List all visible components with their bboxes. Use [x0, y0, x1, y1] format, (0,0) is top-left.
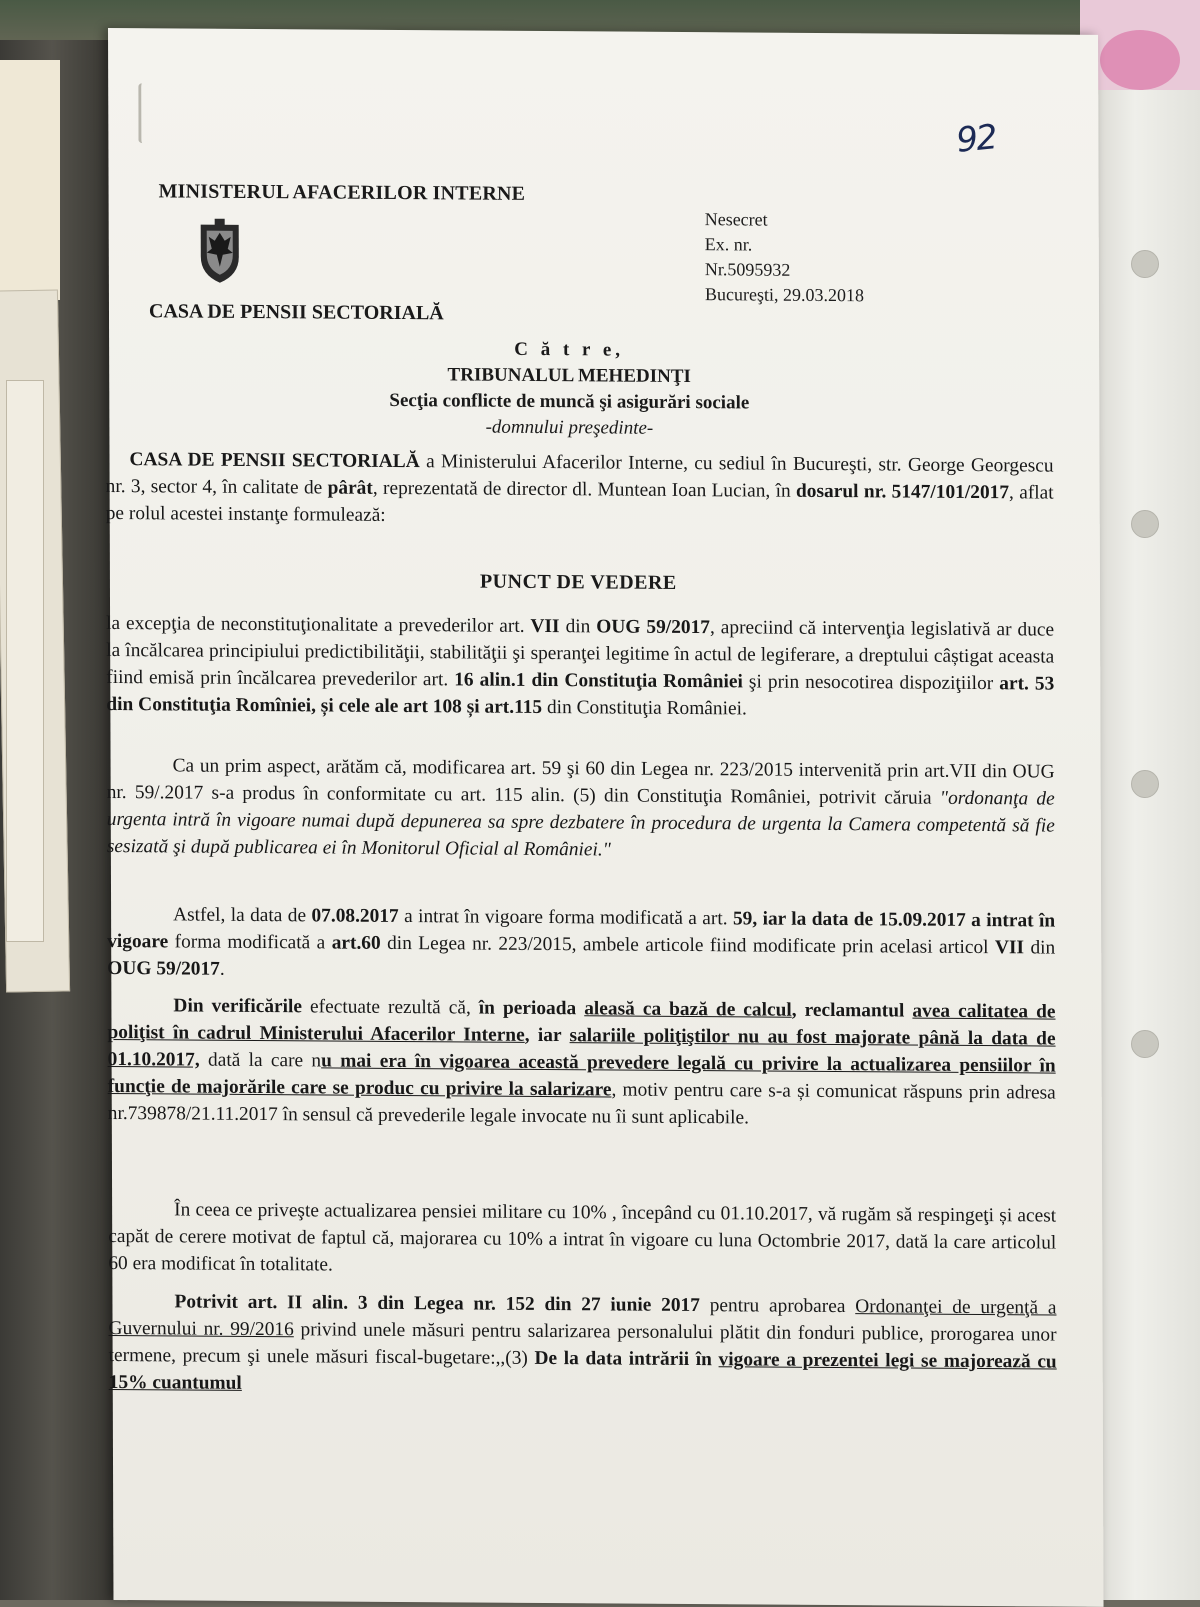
- text-span: , reclamantul: [791, 999, 913, 1022]
- text-span: efectuate rezultă că,: [301, 996, 479, 1019]
- staple-mark: [138, 83, 151, 143]
- text-span: u mai era în vigoarea această prevedere legală cu privire la actualizarea pensiilor în funcţie de majorările care se produc cu privire la salarizare: [107, 1050, 1056, 1101]
- copy-number: Ex. nr.: [704, 234, 753, 255]
- recipient-block: [329, 336, 809, 443]
- text-span: VII: [530, 615, 560, 638]
- text-span: Ordonanţei de urgenţă a Guvernului nr. 99/2016: [108, 1296, 1057, 1341]
- text-span: , aflat pe rolul acestei instanţe formulează:: [105, 482, 1054, 526]
- underlying-sheet: [6, 380, 44, 942]
- text-span: şi prin nesocotirea dispoziţiilor: [742, 671, 1000, 695]
- text-span: privind unele măsuri pentru salarizarea personalului plătit din fonduri publice, prorogarea unor termene, precum şi unele măsuri fiscal-bugetare:,,(3): [108, 1319, 1057, 1369]
- text-span: CASA DE PENSII SECTORIALĂ: [129, 449, 420, 473]
- classification-label: Nesecret: [704, 209, 768, 230]
- recipient-section: Secţia conflicte de muncă şi asigurări sociale: [389, 389, 750, 414]
- text-span: OUG 59/2017: [107, 957, 220, 980]
- punch-hole: [1131, 510, 1159, 538]
- text-span: vigoare a prezentei legi se majorează cu 15% cuantumul: [108, 1349, 1057, 1394]
- paragraph-exception: [106, 610, 1054, 725]
- text-span: Din verificările: [173, 995, 303, 1018]
- text-span: , iar: [524, 1024, 570, 1047]
- sheet-protector-pocket: [1090, 90, 1200, 1600]
- text-span: "ordonanţa de urgenta intră în vigoare numai după depunerea sa spre dezbatere în procedura de urgenta la Camera competentă să fie sesizată şi după publicarea ei în Monitorul Oficial al României.": [106, 787, 1055, 861]
- text-span: OUG 59/2017: [596, 616, 711, 639]
- text-span: art.60: [331, 932, 381, 954]
- text-span: 16 alin.1 din Constituţia României: [454, 669, 743, 693]
- text-span: în perioada: [478, 997, 585, 1020]
- text-span: art. 53 din Constituţia Romîniei, și cele ale art 108 și art.115: [106, 673, 1055, 718]
- handwritten-page-number: 92: [954, 117, 998, 161]
- paragraph-first-aspect: [107, 752, 1055, 867]
- text-span: din Constituţia României.: [542, 696, 747, 720]
- punch-hole: [1131, 1030, 1159, 1058]
- text-span: la excepţia de neconstituţionalitate a prevederilor art.: [106, 612, 531, 637]
- text-span: avea calitatea de poliţist în cadrul Ministerului Afacerilor Interne: [107, 1000, 1056, 1046]
- text-span: a Ministerului Afacerilor Interne, cu sediul în Bucureşti, str. George Georgescu nr. 3, sector 4, în calitate de: [105, 451, 1054, 499]
- text-span: a intrat în vigoare forma modificată a art.: [398, 905, 733, 930]
- place-date: Bucureşti, 29.03.2018: [704, 284, 864, 306]
- registration-number: Nr.5095932: [704, 259, 791, 280]
- text-span: 07.08.2017: [311, 905, 399, 927]
- text-span: În ceea ce priveşte actualizarea pensiei militare cu 10% , începând cu 01.10.2017, vă rugăm să respingeţi și acest capăt de cerere motivat de faptul că, majorarea cu 10% a intrat în vigoare cu luna Octombrie 2017, dată la care articolul 60 era modificat în totalitate.: [108, 1199, 1057, 1276]
- text-span: salariile poliţiştilor nu au fost majorate până la data de 01.10.2017,: [107, 1025, 1056, 1071]
- text-span: Ca un prim aspect, arătăm că, modificarea art. 59 şi 60 din Legea nr. 223/2015 intervenită prin art.VII din OUG nr. 59/.2017 s-a produs în conformitate cu art. 115 alin. (5) din Constituţia României, potrivit căruia: [106, 755, 1055, 809]
- text-span: forma modificată a: [168, 931, 332, 954]
- romanian-coat-of-arms-icon: [193, 217, 247, 287]
- left-paper-edge: [0, 60, 60, 300]
- paragraph-military-pension: [108, 1196, 1056, 1284]
- paragraph-dates: [107, 901, 1055, 989]
- institution-name: CASA DE PENSII SECTORIALĂ: [148, 300, 444, 325]
- letterhead: [159, 180, 579, 206]
- punch-hole: [1131, 250, 1159, 278]
- text-span: , apreciind că intervenţia legislativă ar duce la încălcarea principiului predictibilităţii, stabilităţii şi speranţei legitime în actul de legiferare, a dreptului câștigat aceasta fiind emisă prin încălcarea prevederilor art.: [106, 617, 1055, 691]
- text-span: , reprezentată de director dl. Muntean Ioan Lucian, în: [372, 477, 797, 502]
- ministry-name: MINISTERUL AFACERILOR INTERNE: [158, 180, 526, 205]
- text-span: din Legea nr. 223/2015, ambele articole fiind modificate prin acelasi articol: [380, 932, 995, 959]
- intro-paragraph: [105, 446, 1053, 534]
- text-span: aleasă ca bază de calcul: [584, 998, 792, 1021]
- recipient-to: C ă t r e,: [514, 338, 625, 361]
- paragraph-verifications: [107, 992, 1056, 1134]
- text-span: din: [559, 616, 597, 638]
- text-span: .: [219, 958, 225, 980]
- text-span: pârât: [327, 477, 373, 499]
- punch-hole: [1131, 770, 1159, 798]
- recipient-salutation: -domnului preşedinte-: [485, 416, 654, 439]
- text-span: Astfel, la data de: [173, 904, 312, 927]
- text-span: dată la care n: [199, 1049, 322, 1072]
- text-span: De la data intrării în: [534, 1347, 719, 1371]
- text-span: Potrivit art. II alin. 3 din Legea nr. 152 din 27 iunie 2017: [174, 1291, 700, 1317]
- text-span: din: [1023, 937, 1056, 959]
- text-span: 59, iar la data de 15.09.2017 a intrat în vigoare: [107, 908, 1056, 953]
- registration-block: [705, 207, 1025, 309]
- text-span: pentru aprobarea: [699, 1295, 856, 1318]
- paragraph-law-152: [108, 1288, 1056, 1403]
- text-span: VII: [994, 937, 1025, 959]
- recipient-court: TRIBUNALUL MEHEDINŢI: [447, 364, 691, 388]
- document-title: PUNCT DE VEDERE: [479, 570, 677, 594]
- document-page: [105, 28, 1104, 1607]
- text-span: dosarul nr. 5147/101/2017: [795, 480, 1010, 504]
- text-span: , motiv pentru care s-a și comunicat răspuns prin adresa nr.739878/21.11.2017 în sensul că prevederile legale invocate nu îi sunt aplicabile.: [107, 1079, 1056, 1129]
